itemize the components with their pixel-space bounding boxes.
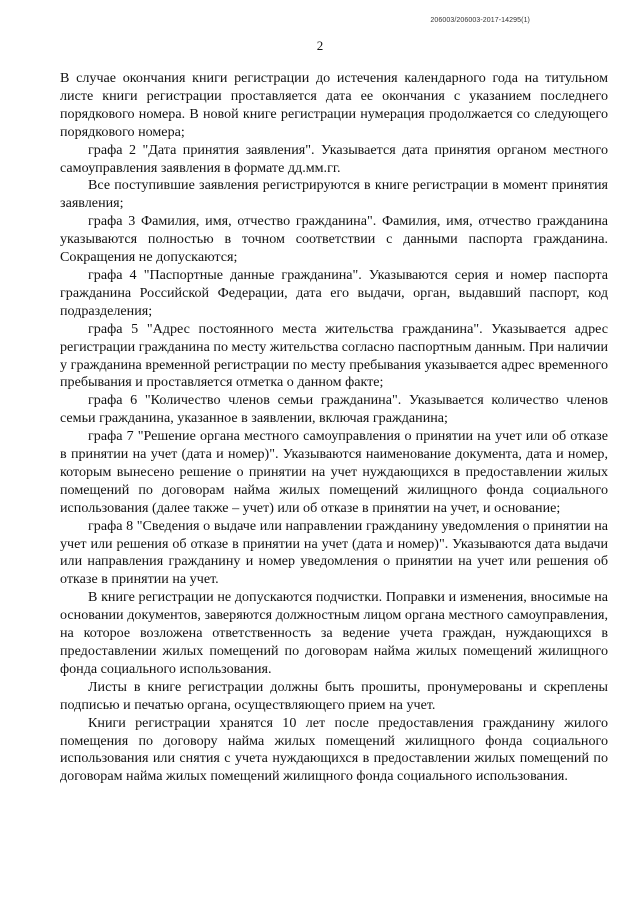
paragraph: В книге регистрации не допускаются подчистки. Поправки и изменения, вносимые на основании документов, заверяются должностным лицом органа местного самоуправления, на которое возложена ответственность за ведение учета граждан, нуждающихся в предоставлении жилых помещений по договорам найма жилых помещений жилищного фонда социального использования. (60, 589, 608, 677)
paragraph: графа 6 "Количество членов семьи гражданина". Указывается количество членов семьи гражданина, указанное в заявлении, включая гражданина; (60, 392, 608, 427)
document-code: 206003/206003-2017-14295(1) (430, 17, 530, 24)
paragraph: В случае окончания книги регистрации до истечения календарного года на титульном листе книги регистрации проставляется дата ее окончания с указанием последнего порядкового номера. В новой книге регистрации нумерация продолжается со следующего порядкового номера; (60, 70, 608, 140)
paragraph: графа 7 "Решение органа местного самоуправления о принятии на учет или об отказе в принятии на учет (дата и номер)". Указываются наименование документа, дата и номер, которым вынесено решение о принятии на учет нуждающихся в предоставлении жилых помещений по договорам найма жилых помещений жилищного фонда социального использования (далее также – учет) или об отказе в принятии на учет, и основание; (60, 428, 608, 516)
document-body (60, 70, 608, 786)
paragraph: Все поступившие заявления регистрируются в книге регистрации в момент принятия заявления; (60, 177, 608, 212)
paragraph: Книги регистрации хранятся 10 лет после предоставления гражданину жилого помещения по договору найма жилых помещений жилищного фонда социального использования или снятия с учета нуждающихся в предоставлении жилых помещений по договорам найма жилых помещений жилищного фонда социального использования. (60, 714, 608, 785)
paragraph: графа 8 "Сведения о выдаче или направлении гражданину уведомления о принятии на учет или решения об отказе в принятии на учет (дата и номер)". Указываются дата выдачи или направления гражданину и номер уведомления о принятии на учет или решения об отказе в принятии на учет. (60, 517, 608, 588)
paragraph: Листы в книге регистрации должны быть прошиты, пронумерованы и скреплены подписью и печатью органа, осуществляющего прием на учет. (60, 678, 608, 713)
page-number: 2 (316, 38, 324, 53)
paragraph: графа 3 Фамилия, имя, отчество гражданина". Фамилия, имя, отчество гражданина указываются полностью в точном соответствии с данными паспорта гражданина. Сокращения не допускаются; (60, 213, 608, 266)
paragraph: графа 2 "Дата принятия заявления". Указывается дата принятия органом местного самоуправления заявления в формате дд.мм.гг. (60, 141, 608, 176)
paragraph: графа 4 "Паспортные данные гражданина". Указываются серия и номер паспорта гражданина Российской Федерации, дата его выдачи, орган, выдавший паспорт, код подразделения; (60, 266, 608, 319)
paragraph: графа 5 "Адрес постоянного места жительства гражданина". Указывается адрес регистрации гражданина по месту жительства согласно паспортным данным. При наличии у гражданина временной регистрации по месту пребывания указывается адрес временного пребывания и проставляется отметка о данном факте; (60, 320, 608, 391)
